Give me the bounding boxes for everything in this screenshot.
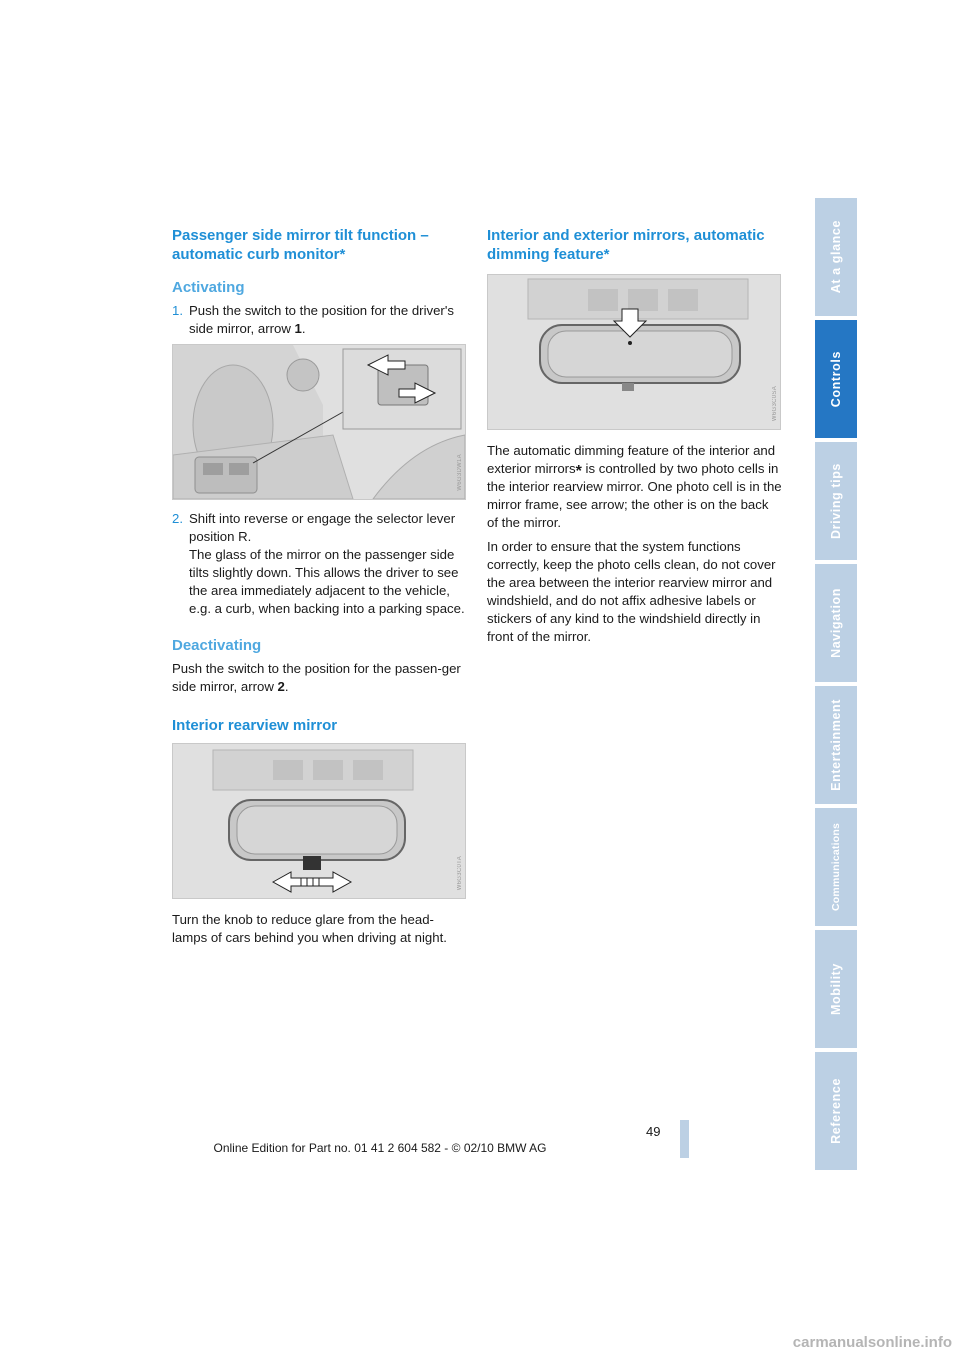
tab-mobility[interactable]: Mobility	[815, 930, 857, 1048]
figure-code: W6G3C0SA	[772, 385, 778, 421]
tab-entertainment[interactable]: Entertainment	[815, 686, 857, 804]
figure-mirror-switch	[172, 344, 466, 500]
tab-navigation[interactable]: Navigation	[815, 564, 857, 682]
subheading-deactivating: Deactivating	[172, 637, 262, 654]
subheading-activating: Activating	[172, 279, 245, 296]
tab-at-a-glance[interactable]: At a glance	[815, 198, 857, 316]
left-column	[172, 226, 468, 953]
watermark: carmanualsonline.info	[792, 1334, 952, 1351]
chapter-tabs	[815, 198, 857, 1174]
tab-driving-tips[interactable]: Driving tips	[815, 442, 857, 560]
right-column	[487, 226, 783, 652]
figure-code: W6G3C0TA	[457, 855, 463, 890]
figure-rearview-knob	[172, 743, 466, 899]
rearview-text: Turn the knob to reduce glare from the head-lamps of cars behind you when driving at night.	[172, 912, 447, 945]
step-2: 2. Shift into reverse or engage the selector lever position R. The glass of the mirror on the passenger side tilts slightly down. This allows the driver to see the area immediately adjacent to the vehicle, e.g. a curb, when backing into a parking space.	[172, 511, 465, 616]
step-1: 1. Push the switch to the position for the driver's side mirror, arrow 1.	[172, 303, 454, 336]
tab-reference[interactable]: Reference	[815, 1052, 857, 1170]
tab-communications[interactable]: Communications	[815, 808, 857, 926]
footer-text: Online Edition for Part no. 01 41 2 604 582 - © 02/10 BMW AG	[213, 1141, 547, 1155]
dimming-text-2: In order to ensure that the system functions correctly, keep the photo cells clean, do not cover the area between the interior rearview mirror and windshield, and do not affix adhesive labels or stickers of any kind to the windshield directly in front of the mirror.	[487, 539, 776, 644]
figure-code: W6G3DW1A	[457, 454, 463, 491]
deactivating-text: Push the switch to the position for the passen-ger side mirror, arrow 2.	[172, 661, 461, 694]
section-title-dimming: Interior and exterior mirrors, automatic dimming feature*	[487, 227, 765, 263]
dimming-text-1: The automatic dimming feature of the interior and exterior mirrors* is controlled by two photo cells in the interior rearview mirror. One photo cell is in the mirror frame, see arrow; the other is on the back of the mirror.	[487, 443, 782, 530]
section-title-rearview: Interior rearview mirror	[172, 717, 338, 734]
page-number: 49	[646, 1124, 661, 1139]
tab-controls[interactable]: Controls	[815, 320, 857, 438]
section-title-curb-monitor: Passenger side mirror tilt function – automatic curb monitor*	[172, 227, 429, 263]
figure-dimming-mirror	[487, 274, 781, 430]
